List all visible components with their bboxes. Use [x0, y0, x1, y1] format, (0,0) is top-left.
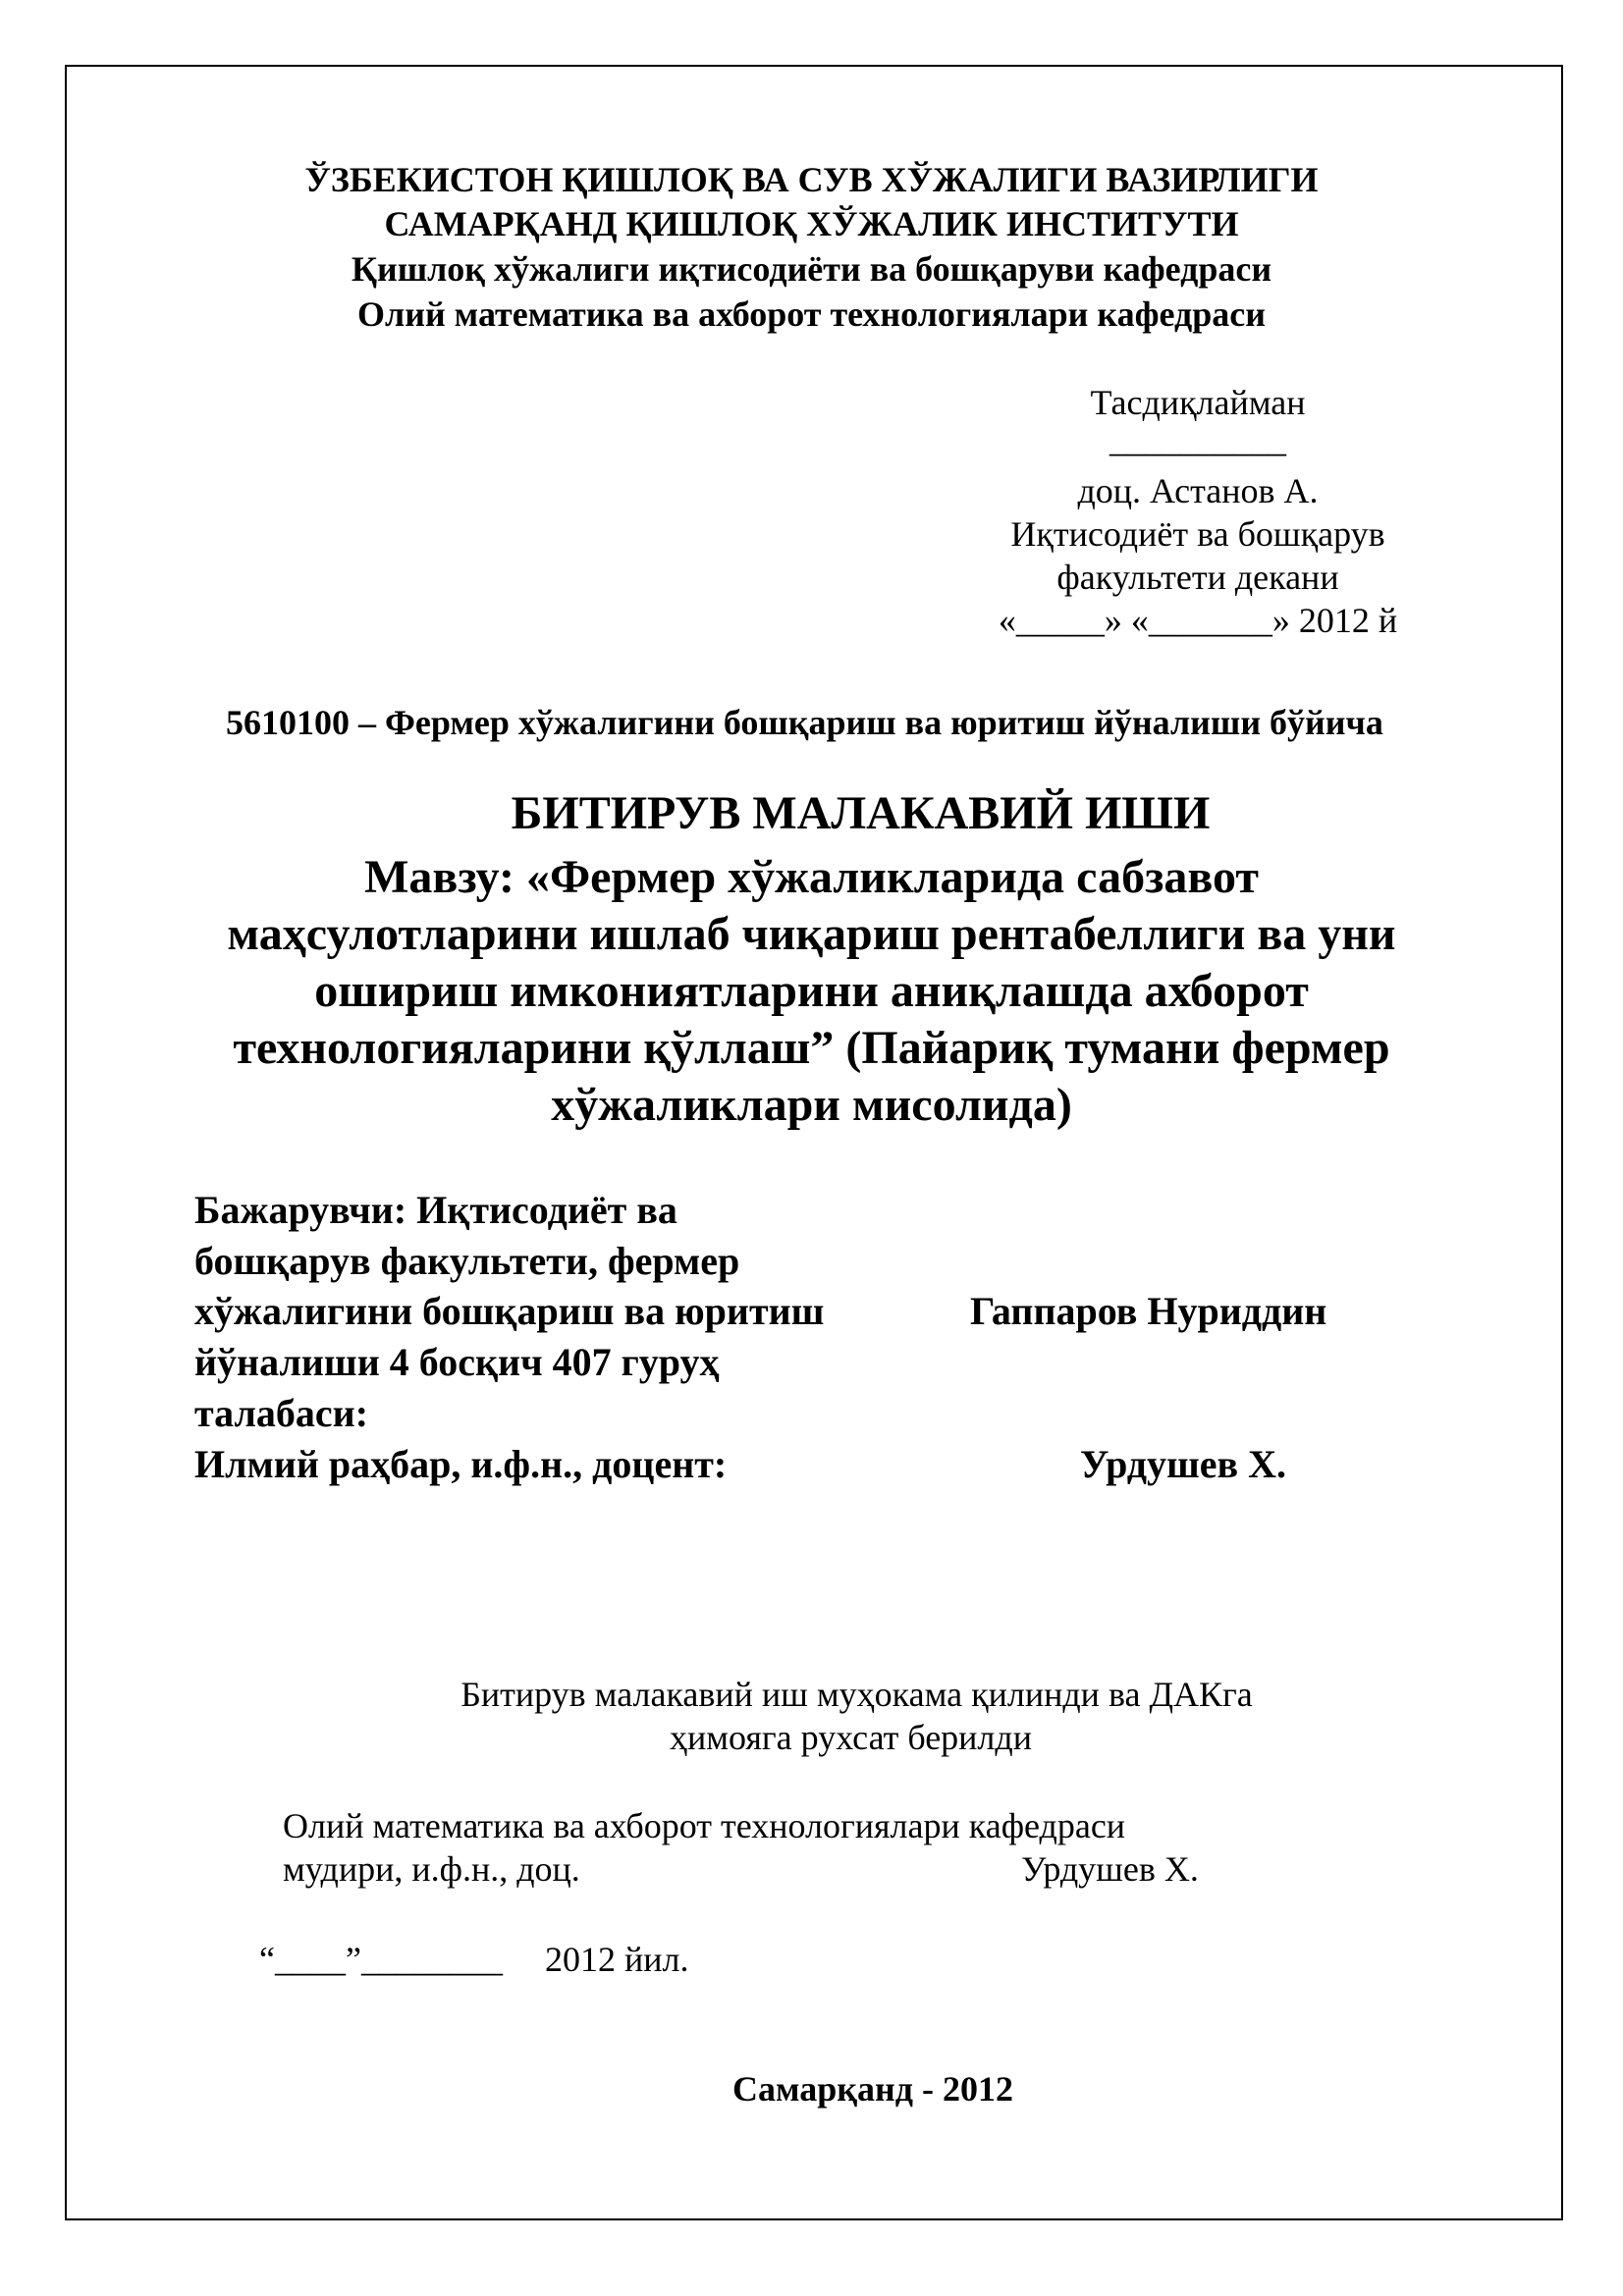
head-line-2: мудири, и.ф.н., доц.: [283, 1849, 580, 1889]
approval-name: доц. Астанов А.: [1077, 471, 1319, 510]
head-name: Урдушев Х.: [1021, 1849, 1199, 1889]
city-year: Самарқанд - 2012: [732, 2069, 1013, 2109]
approval-position-2: факультети декани: [1056, 558, 1339, 597]
bottom-date-year: 2012 йил.: [545, 1940, 689, 1979]
topic-line-2: маҳсулотларини ишлаб чиқариш рентабеллиги ва уни: [227, 908, 1396, 960]
discussion-line-1: Битирув малакавий иш муҳокама қилинди ва ДАКга: [460, 1675, 1253, 1714]
topic-line-3: ошириш имкониятларини аниқлашда ахборот: [314, 965, 1309, 1017]
performer-line-1: Бажарувчи: Иқтисодиёт ва: [194, 1188, 677, 1232]
department-math: Олий математика ва ахборот технологиялари кафедраси: [357, 294, 1266, 334]
performer-line-5: талабаси:: [194, 1391, 369, 1435]
performer-line-4: йўналиши 4 босқич 407 гуруҳ: [194, 1340, 720, 1384]
topic-line-5: хўжаликлари мисолида): [551, 1079, 1072, 1131]
supervisor-name: Урдушев Х.: [1080, 1442, 1287, 1486]
performer-line-3: хўжалигини бошқариш ва юритиш: [194, 1289, 825, 1333]
ministry-name: ЎЗБЕКИСТОН ҚИШЛОҚ ВА СУВ ХЎЖАЛИГИ ВАЗИРЛИГИ: [304, 160, 1319, 199]
performer-line-2: бошқарув факультети, фермер: [194, 1239, 740, 1283]
topic-line-4: технологияларини қўллаш” (Пайариқ тумани фермер: [233, 1022, 1390, 1074]
work-type: БИТИРУВ МАЛАКАВИЙ ИШИ: [511, 787, 1211, 839]
supervisor-label: Илмий раҳбар, и.ф.н., доцент:: [194, 1442, 728, 1486]
institute-name: САМАРҚАНД ҚИШЛОҚ ХЎЖАЛИК ИНСТИТУТИ: [384, 204, 1239, 243]
department-economics: Қишлоқ хўжалиги иқтисодиёти ва бошқаруви кафедраси: [351, 249, 1272, 289]
approval-date: «_____» «_______» 2012 й: [998, 601, 1398, 640]
discussion-line-2: ҳимояга рухсат берилди: [670, 1718, 1032, 1757]
topic-line-1: Мавзу: «Фермер хўжаликларида сабзавот: [364, 851, 1259, 903]
head-line-1: Олий математика ва ахборот технологиялари кафедраси: [283, 1806, 1126, 1845]
specialty-line: 5610100 – Фермер хўжалигини бошқариш ва юритиш йўналиши бўйича: [226, 703, 1383, 742]
approval-position-1: Иқтисодиёт ва бошқарув: [1010, 514, 1385, 554]
approval-label: Тасдиқлайман: [1090, 383, 1306, 422]
approval-signature-line: __________: [1109, 420, 1286, 459]
performer-name: Гаппаров Нуриддин: [970, 1289, 1327, 1333]
bottom-date-blank: “____”________: [259, 1940, 503, 1979]
